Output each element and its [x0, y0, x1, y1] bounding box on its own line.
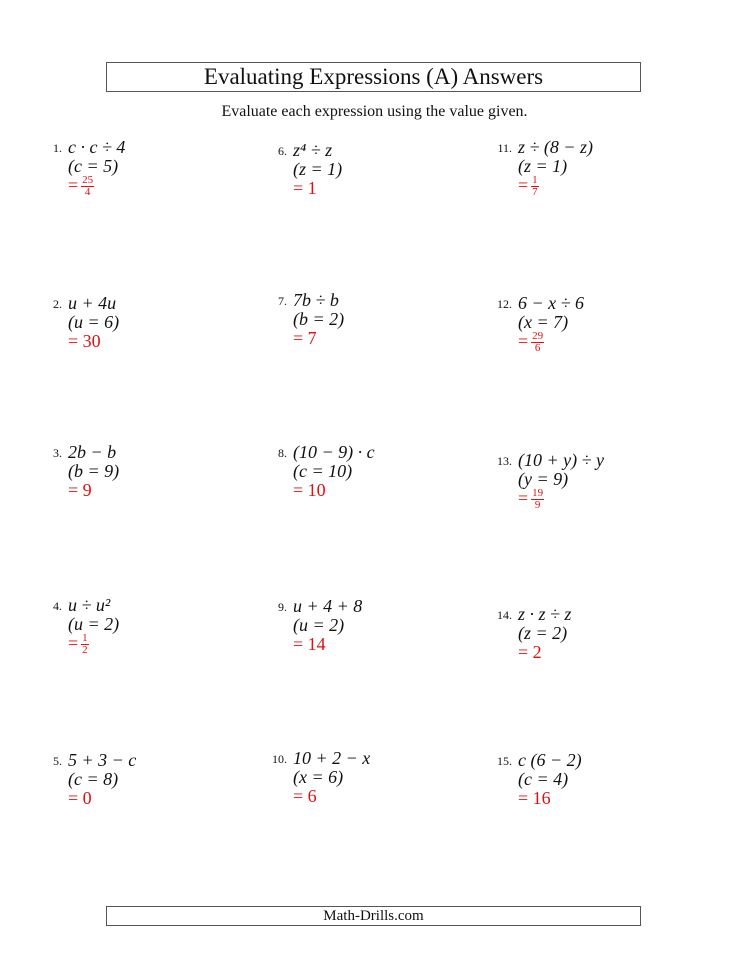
answer-value: 7: [307, 328, 317, 348]
numerator: 25: [82, 174, 94, 187]
problem-number: 15.: [497, 754, 512, 768]
equals-sign: =: [68, 633, 79, 653]
expression: c (6 − 2): [518, 750, 582, 770]
denominator: 4: [84, 186, 91, 199]
denominator: 7: [532, 186, 538, 199]
answer: [68, 331, 101, 351]
problem-number: 4.: [53, 599, 62, 613]
answer-value: 30: [82, 331, 101, 351]
expression: 7b ÷ b: [293, 290, 339, 310]
answer: [518, 488, 544, 511]
numerator: 29: [532, 330, 544, 343]
answer: [68, 788, 92, 808]
problem-number: 2.: [53, 297, 62, 311]
given-value: (c = 8): [68, 769, 119, 789]
answer-value: 14: [307, 634, 326, 654]
given-value: (x = 6): [293, 767, 344, 787]
equals-sign: =: [293, 178, 304, 198]
equals-sign: =: [293, 786, 304, 806]
expression: 2b − b: [68, 442, 117, 462]
answer-value: 10: [307, 480, 326, 500]
answer-fraction: [81, 633, 89, 656]
problem-number: 3.: [53, 446, 62, 460]
problem-number: 10.: [272, 752, 287, 766]
answer-fraction: [531, 331, 544, 354]
numerator: 1: [82, 632, 88, 645]
answer: [518, 788, 551, 808]
answer-value: 9: [82, 480, 92, 500]
equals-sign: =: [68, 788, 79, 808]
expression: 5 + 3 − c: [68, 750, 137, 770]
problem-number: 5.: [53, 754, 62, 768]
answer: [293, 328, 317, 348]
equals-sign: =: [518, 175, 529, 195]
expression: 6 − x ÷ 6: [518, 293, 585, 313]
answer: [293, 634, 326, 654]
given-value: (c = 10): [293, 461, 353, 481]
problem-number: 9.: [278, 600, 287, 614]
answer-value: 6: [307, 786, 317, 806]
answer: [293, 480, 326, 500]
problem-number: 11.: [497, 141, 512, 155]
answer: [518, 175, 539, 198]
equals-sign: =: [518, 331, 529, 351]
expression: z · z ÷ z: [518, 604, 572, 624]
answer-value: 2: [532, 642, 542, 662]
denominator: 2: [82, 644, 88, 657]
answer-fraction: [531, 488, 544, 511]
given-value: (x = 7): [518, 312, 569, 332]
given-value: (z = 1): [518, 156, 568, 176]
instructions: Evaluate each expression using the value given.: [221, 103, 528, 120]
answer-fraction: [531, 175, 539, 198]
worksheet-title: Evaluating Expressions (A) Answers: [106, 62, 641, 92]
given-value: (u = 2): [293, 615, 345, 635]
problem-number: 6.: [278, 144, 287, 158]
given-value: (b = 9): [68, 461, 120, 481]
denominator: 6: [534, 342, 541, 355]
answer: [293, 178, 317, 198]
problem-number: 1.: [53, 141, 62, 155]
given-value: (u = 2): [68, 614, 120, 634]
expression: u ÷ u²: [68, 595, 111, 615]
expression: z⁴ ÷ z: [293, 140, 333, 160]
answer-value: 1: [307, 178, 317, 198]
answer: [518, 331, 544, 354]
problem-number: 7.: [278, 294, 287, 308]
answer: [518, 642, 542, 662]
equals-sign: =: [68, 175, 79, 195]
equals-sign: =: [293, 328, 304, 348]
equals-sign: =: [518, 788, 529, 808]
problem-number: 12.: [497, 297, 512, 311]
answer: [68, 633, 89, 656]
expression: (10 − 9) · c: [293, 442, 375, 462]
given-value: (z = 2): [518, 623, 568, 643]
denominator: 9: [534, 499, 541, 512]
expression: c · c ÷ 4: [68, 137, 126, 157]
problem-number: 13.: [497, 454, 512, 468]
problem-number: 14.: [497, 608, 512, 622]
answer-value: 0: [82, 788, 92, 808]
given-value: (u = 6): [68, 312, 120, 332]
equals-sign: =: [518, 488, 529, 508]
given-value: (y = 9): [518, 469, 569, 489]
equals-sign: =: [518, 642, 529, 662]
footer-credit: Math-Drills.com: [106, 906, 641, 926]
expression: z ÷ (8 − z): [518, 137, 594, 157]
given-value: (b = 2): [293, 309, 345, 329]
equals-sign: =: [293, 480, 304, 500]
given-value: (z = 1): [293, 159, 343, 179]
answer-value: 16: [532, 788, 551, 808]
numerator: 1: [532, 174, 538, 187]
equals-sign: =: [68, 480, 79, 500]
equals-sign: =: [293, 634, 304, 654]
equals-sign: =: [68, 331, 79, 351]
answer-fraction: [81, 175, 94, 198]
numerator: 19: [532, 487, 544, 500]
given-value: (c = 4): [518, 769, 569, 789]
expression: u + 4u: [68, 293, 117, 313]
given-value: (c = 5): [68, 156, 119, 176]
expression: (10 + y) ÷ y: [518, 450, 604, 470]
expression: u + 4 + 8: [293, 596, 363, 616]
answer: [293, 786, 317, 806]
problem-number: 8.: [278, 446, 287, 460]
answer: [68, 175, 94, 198]
expression: 10 + 2 − x: [293, 748, 371, 768]
answer: [68, 480, 92, 500]
